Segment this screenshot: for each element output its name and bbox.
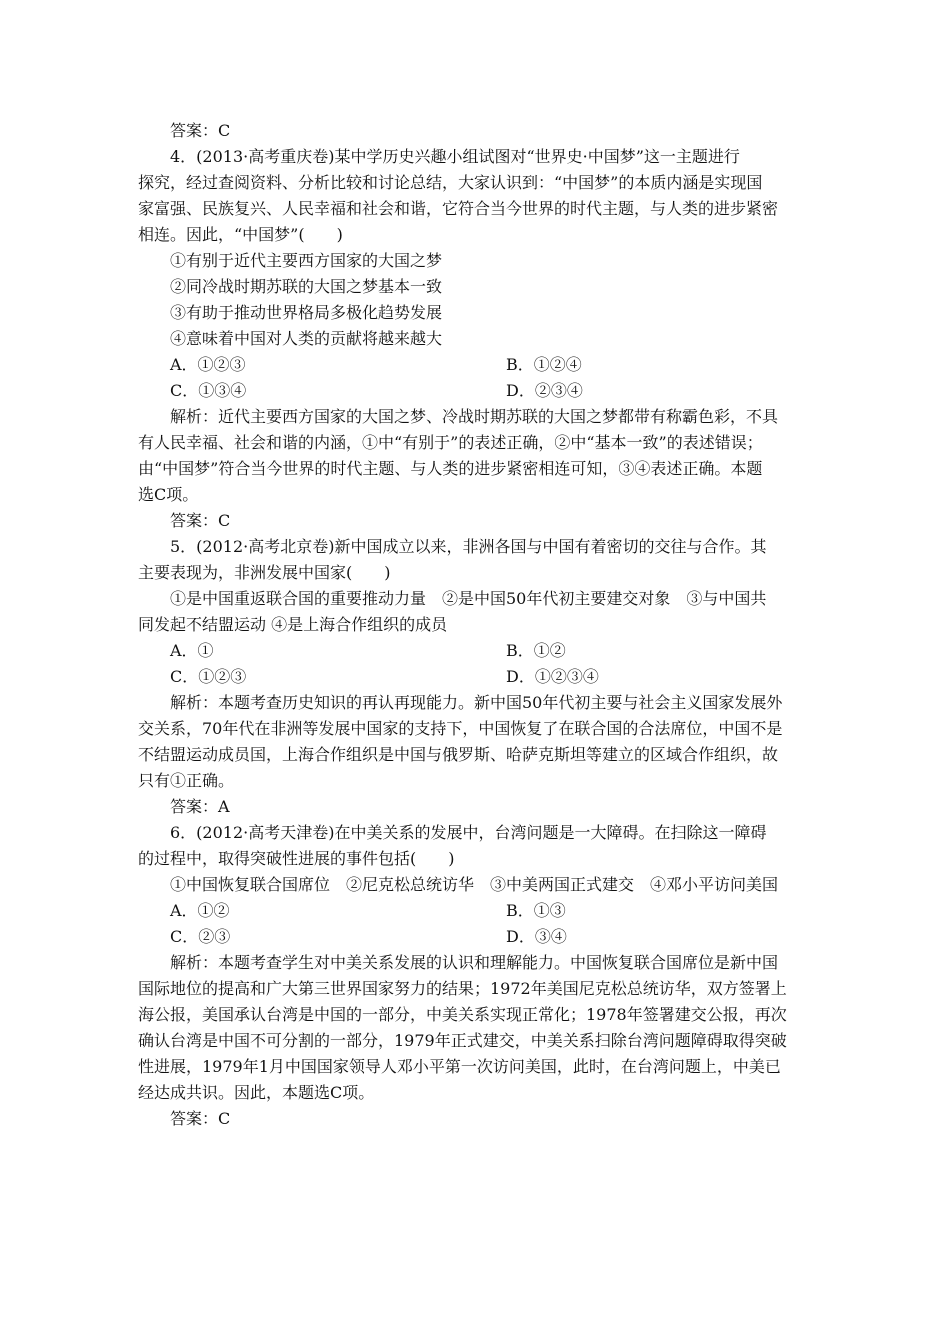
q5-option-c: C．①②③ [170,667,247,686]
question-4 [138,144,818,534]
q6-analysis-line-1: 解析：本题考查学生对中美关系发展的认识和理解能力。中国恢复联合国席位是新中国 [170,953,779,972]
q6-analysis-line-3: 海公报，美国承认台湾是中国的一部分，中美关系实现正常化；1978年签署建交公报，再次 [138,1005,787,1024]
q5-answer: 答案：A [170,797,230,816]
q4-analysis-line-1: 解析：近代主要西方国家的大国之梦、冷战时期苏联的大国之梦都带有称霸色彩，不具 [170,407,779,426]
q5-options-row-2 [138,664,818,690]
question-5 [138,534,818,820]
q6-options-row-1 [138,898,818,924]
q5-analysis-line-4: 只有①正确。 [138,771,235,790]
q5-statement-line-1: ①是中国重返联合国的重要推动力量 ②是中国50年代初主要建交对象 ③与中国共 [170,589,767,608]
q4-answer: 答案：C [170,511,231,530]
q6-option-d: D．③④ [506,927,567,946]
q6-option-a: A．①② [170,901,230,920]
q5-analysis-line-3: 不结盟运动成员国，上海合作组织是中国与俄罗斯、哈萨克斯坦等建立的区域合作组织，故 [138,745,779,764]
q4-statement-1: ①有别于近代主要西方国家的大国之梦 [170,251,443,270]
q6-stem-line-1: 6．(2012·高考天津卷)在中美关系的发展中，台湾问题是一大障碍。在扫除这一障碍 [170,823,767,842]
q4-option-d: D．②③④ [506,381,583,400]
q4-statement-3: ③有助于推动世界格局多极化趋势发展 [170,303,443,322]
q4-options-row-1 [138,352,818,378]
q5-stem-line-1: 5．(2012·高考北京卷)新中国成立以来，非洲各国与中国有着密切的交往与合作。其 [170,537,767,556]
document-content [138,118,818,1132]
q4-analysis-line-3: 由“中国梦”符合当今世界的时代主题、与人类的进步紧密相连可知，③④表述正确。本题 [138,459,763,478]
q4-stem-line-4: 相连。因此，“中国梦”( ) [138,225,343,244]
q4-stem-line-3: 家富强、民族复兴、人民幸福和社会和谐，它符合当今世界的时代主题，与人类的进步紧密 [138,199,779,218]
q4-option-b: B．①②④ [506,355,582,374]
q4-statement-2: ②同冷战时期苏联的大国之梦基本一致 [170,277,443,296]
q4-stem-line-1: 4．(2013·高考重庆卷)某中学历史兴趣小组试图对“世界史·中国梦”这一主题进行 [170,147,740,166]
q6-statements: ①中国恢复联合国席位 ②尼克松总统访华 ③中美两国正式建交 ④邓小平访问美国 [170,875,779,894]
q6-option-b: B．①③ [506,901,566,920]
q5-option-b: B．①② [506,641,566,660]
q6-analysis-line-6: 经达成共识。因此，本题选C项。 [138,1083,375,1102]
q3-answer: 答案：C [170,121,231,140]
q5-analysis-line-1: 解析：本题考查历史知识的再认再现能力。新中国50年代初主要与社会主义国家发展外 [170,693,783,712]
q6-analysis-line-2: 国际地位的提高和广大第三世界国家努力的结果；1972年美国尼克松总统访华，双方签署上 [138,979,787,998]
q4-analysis-line-4: 选C项。 [138,485,199,504]
q4-analysis-line-2: 有人民幸福、社会和谐的内涵，①中“有别于”的表述正确，②中“基本一致”的表述错误； [138,433,763,452]
q4-options-row-2 [138,378,818,404]
q4-stem-line-2: 探究，经过查阅资料、分析比较和讨论总结，大家认识到：“中国梦”的本质内涵是实现国 [138,173,763,192]
q5-option-a: A．① [170,641,214,660]
q6-stem-line-2: 的过程中，取得突破性进展的事件包括( ) [138,849,455,868]
q6-option-c: C．②③ [170,927,231,946]
q6-analysis-line-5: 性进展，1979年1月中国国家领导人邓小平第一次访问美国，此时，在台湾问题上，中美已 [138,1057,781,1076]
q4-option-a: A．①②③ [170,355,246,374]
q5-options-row-1 [138,638,818,664]
q4-statement-4: ④意味着中国对人类的贡献将越来越大 [170,329,443,348]
q6-analysis-line-4: 确认台湾是中国不可分割的一部分，1979年正式建交，中美关系扫除台湾问题障碍取得突破 [138,1031,787,1050]
question-6 [138,820,818,1132]
q6-options-row-2 [138,924,818,950]
q5-option-d: D．①②③④ [506,667,599,686]
q5-statement-line-2: 同发起不结盟运动 ④是上海合作组织的成员 [138,615,448,634]
q4-option-c: C．①③④ [170,381,247,400]
q6-answer: 答案：C [170,1109,231,1128]
q5-stem-line-2: 主要表现为，非洲发展中国家( ) [138,563,391,582]
q5-analysis-line-2: 交关系，70年代在非洲等发展中国家的支持下，中国恢复了在联合国的合法席位，中国不是 [138,719,783,738]
